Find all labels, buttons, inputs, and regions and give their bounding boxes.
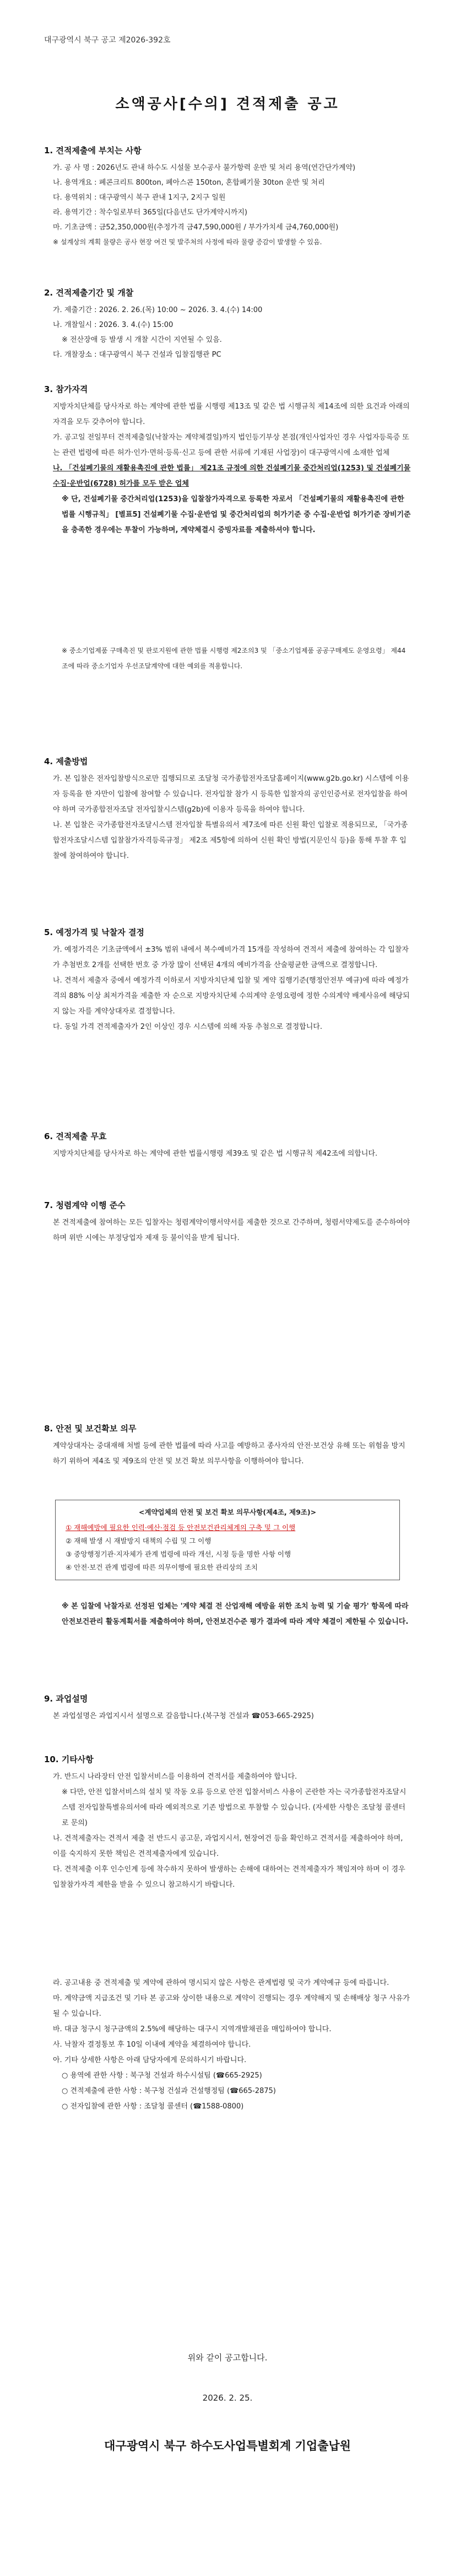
- section-heading: 2. 견적제출기간 및 개찰: [44, 288, 134, 298]
- section-briefing: [44, 1693, 411, 1724]
- item-period: 라. 용역기간 : 착수일로부터 365일(다음년도 단가계약시까지): [53, 208, 247, 217]
- opening-place: 다. 개찰장소 : 대구광역시 북구 건설과 입찰집행관 PC: [53, 351, 221, 359]
- method-a: 가. 본 입찰은 전자입찰방식으로만 집행되므로 조달청 국가종합전자조달홈페이지(www.g2b.go.kr) 시스템에 이용자 등록을 한 자만이 입찰에 참여할 수 있습니다. 전자입찰 참가 시 등록한 입찰자의 공인인증서로 전자입찰을 하여야 하며 국가종합전자조달 전자입찰시스템(g2b)에 이용자 등록을 하여야 합니다.: [53, 775, 409, 814]
- obligation-item: ③ 중앙행정기관·지자체가 관계 법령에 따라 개선, 시정 등을 명한 사항 이행: [66, 1550, 291, 1558]
- closing-date: 2026. 2. 25.: [202, 2393, 253, 2403]
- section-heading: 5. 예정가격 및 낙찰자 결정: [44, 927, 144, 937]
- safety-note: ※ 본 입찰에 낙찰자로 선정된 업체는 '계약 체결 전 산업재해 예방을 위한 조치 능력 및 기술 평가' 항목에 따라 안전보건관리 활동계획서를 제출하여야 하며, 안전보건수준 평가 결과에 따라 계약 체결이 제한될 수 있습니다.: [62, 1602, 409, 1626]
- qualification-d: ※ 중소기업제품 구매촉진 및 판로지원에 관한 법률 시행령 제2조의3 및 「중소기업제품 공공구매제도 운영요령」 제44조에 따라 중소기업자 우선조달계약에 대한 예외를 적용합니다.: [62, 647, 406, 670]
- item-overview: 나. 용역개요 : 폐콘크리트 800ton, 폐아스콘 150ton, 혼합폐기물 30ton 운반 및 처리: [53, 179, 325, 187]
- notice-number: 대구광역시 북구 공고 제2026-392호: [44, 36, 171, 45]
- closing-text: 위와 같이 공고합니다.: [187, 2353, 268, 2363]
- item-project-name: 가. 공 사 명 : 2026년도 관내 하수도 시설물 보수공사 불가항력 운반 및 처리 용역(연간단가계약): [53, 164, 356, 172]
- misc-c: 나. 견적제출자는 견적서 제출 전 반드시 공고문, 과업지시서, 현장여건 등을 확인하고 견적서를 제출하여야 하며, 이를 숙지하지 못한 책임은 견적제출자에게 있습니다.: [53, 1834, 403, 1858]
- integrity-text: 본 견적제출에 참여하는 모든 입찰자는 청렴계약이행서약서를 제출한 것으로 간주하며, 청렴서약제도를 준수하여야 하며 위반 시에는 부정당업자 제재 등 불이익을 받게 됩니다.: [53, 1219, 410, 1242]
- safety-intro: 계약상대자는 중대재해 처벌 등에 관한 법률에 따라 사고를 예방하고 종사자의 안전·보건상 유해 또는 위험을 방지하기 위하여 제4조 및 제9조의 안전 및 보건 확보 의무사항을 이행하여야 합니다.: [53, 1442, 405, 1466]
- issuer-name: 대구광역시 북구 하수도사업특별회계 기업출납원: [104, 2439, 351, 2452]
- pricing-b: 나. 견적서 제출자 중에서 예정가격 이하로서 지방자치단체 입찰 및 계약 집행기준(행정안전부 예규)에 따라 예정가격의 88% 이상 최저가격을 제출한 자 순으로 지방자치단체 수의계약 운영요령에 정한 수의계약 배제사유에 해당되지 않는 자를 계약상대자로 결정합니다.: [53, 976, 410, 1016]
- section-heading: 4. 제출방법: [44, 756, 88, 766]
- opening-time: 나. 개찰일시 : 2026. 3. 4.(수) 15:00: [53, 321, 174, 329]
- submission-period: 가. 제출기간 : 2026. 2. 26.(목) 10:00 ~ 2026. 3. 4.(수) 14:00: [53, 306, 263, 314]
- notice-title: 소액공사[수의] 견적제출 공고: [115, 96, 340, 112]
- obligation-item: ① 재해예방에 필요한 인력·예산·점검 등 안전보건관리체계의 구축 및 그 이행: [66, 1523, 296, 1532]
- obligation-item: ② 재해 발생 시 재발방지 대책의 수립 및 그 이행: [66, 1537, 212, 1545]
- qualification-a: 가. 공고일 전일부터 견적제출일(낙찰자는 계약체결일)까지 법인등기부상 본점(개인사업자인 경우 사업자등록증 또는 관련 법령에 따른 허가·인가·면허·등록·신고 등에 관한 서류에 기재된 사업장)이 대구광역시에 소재한 업체: [53, 433, 409, 457]
- box-title: <계약업체의 안전 및 보건 확보 의무사항(제4조, 제9조)>: [138, 1508, 317, 1516]
- misc-i: 아. 기타 상세한 사항은 아래 담당자에게 문의하시기 바랍니다.: [53, 2056, 247, 2064]
- section-heading: 3. 참가자격: [44, 384, 88, 394]
- misc-h: 사. 낙찰자 결정통보 후 10일 이내에 계약을 체결하여야 합니다.: [53, 2041, 251, 2049]
- qualification-intro: 지방자치단체를 당사자로 하는 계약에 관한 법률 시행령 제13조 및 같은 법 시행규칙 제14조에 의한 요건과 아래의 자격을 모두 갖추어야 합니다.: [53, 402, 410, 426]
- contact-line: ○ 견적제출에 관한 사항 : 북구청 건설과 건설행정팀 (☎665-2875): [62, 2087, 276, 2095]
- misc-f: 마. 계약금액 지급조건 및 기타 본 공고와 상이한 내용으로 계약이 진행되는 경우 계약해지 및 손해배상 청구 사유가 될 수 있습니다.: [53, 1994, 410, 2018]
- item-base-amount: 마. 기초금액 : 금52,350,000원(추정가격 금47,590,000원 / 부가가치세 금4,760,000원): [53, 223, 339, 232]
- section-heading: 10. 기타사항: [44, 1754, 94, 1764]
- item-note: ※ 설계상의 계획 물량은 공사 현장 여건 및 발주처의 사정에 따라 물량 증감이 발생할 수 있음.: [53, 238, 322, 246]
- contact-line: ○ 용역에 관한 사항 : 북구청 건설과 하수시설팀 (☎665-2925): [62, 2071, 262, 2080]
- obligation-item: ④ 안전·보건 관계 법령에 따른 의무이행에 필요한 관리상의 조치: [66, 1563, 258, 1571]
- safety-obligation-box: [55, 1500, 400, 1580]
- section-pricing: [44, 926, 411, 1035]
- method-b: 나. 본 입찰은 국가종합전자조달시스템 전자입찰 특별유의서 제7조에 따른 신원 확인 입찰로 적용되므로, 「국가종합전자조달시스템 입찰참가자격등록규정」 제2조 제5항에 의하여 신원 확인 방법(지문인식 등)을 통해 투찰 후 입찰에 참여하여야 합니다.: [53, 821, 408, 860]
- section-period: [44, 287, 411, 362]
- section-heading: 8. 안전 및 보건확보 의무: [44, 1424, 137, 1434]
- section-items: [44, 144, 411, 250]
- section-heading: 6. 견적제출 무효: [44, 1131, 107, 1141]
- qualification-c: ※ 단, 건설폐기물 중간처리업(1253)을 입찰참가자격으로 등록한 자로서 「건설폐기물의 재활용촉진에 관한 법률 시행규칙」 [별표5] 건설폐기물 수집·운반업 및 중간처리업의 허가기준 중 수집·운반업 허가기준 장비기준을 충족한 경우에는 투찰이 가능하며, 계약체결시 증빙자료를 제출하셔야 합니다.: [62, 495, 411, 534]
- section-heading: 7. 청렴계약 이행 준수: [44, 1200, 126, 1210]
- briefing-text: 본 과업설명은 과업지시서 설명으로 갈음합니다.(북구청 건설과 ☎053-665-2925): [53, 1712, 314, 1720]
- misc-a: 가. 반드시 나라장터 안전 입찰서비스를 이용하여 견적서를 제출하여야 합니다.: [53, 1773, 297, 1781]
- pricing-c: 다. 동일 가격 견적제출자가 2인 이상인 경우 시스템에 의해 자동 추첨으로 결정합니다.: [53, 1023, 322, 1031]
- qualification-b: 나. 「건설폐기물의 재활용촉진에 관한 법률」 제21조 규정에 의한 건설폐기물 중간처리업(1253) 및 건설폐기물 수집·운반업(6728) 허가를 모두 받은 업체: [53, 464, 411, 488]
- section-qualification: [44, 383, 411, 674]
- section-safety: [44, 1423, 411, 1469]
- pricing-a: 가. 예정가격은 기초금액에서 ±3% 범위 내에서 복수예비가격 15개를 작성하여 견적서 제출에 참여하는 각 입찰자가 추첨번호 2개를 선택한 번호 중 가장 많이 선택된 4개의 예비가격을 산술평균한 금액으로 결정합니다.: [53, 946, 409, 969]
- notice-document: [22, 0, 433, 2576]
- section-integrity: [44, 1199, 411, 1246]
- safety-note-block: [44, 1599, 411, 1630]
- section-heading: 9. 과업설명: [44, 1694, 88, 1704]
- invalid-text: 지방자치단체를 당사자로 하는 계약에 관한 법률시행령 제39조 및 같은 법 시행규칙 제42조에 의합니다.: [53, 1150, 378, 1158]
- section-method: [44, 755, 411, 864]
- delay-note: ※ 전산장애 등 발생 시 개찰 시간이 지연될 수 있음.: [62, 336, 222, 344]
- misc-e: 라. 공고내용 중 견적제출 및 계약에 관하여 명시되지 않은 사항은 관계법령 및 국가 계약예규 등에 따릅니다.: [53, 1979, 389, 1987]
- misc-g: 바. 대금 청구시 청구금액의 2.5%에 해당하는 대구시 지역개발채권을 매입하여야 합니다.: [53, 2025, 332, 2033]
- section-heading: 1. 견적제출에 부치는 사항: [44, 146, 142, 155]
- section-misc: [44, 1753, 411, 2115]
- section-invalid: [44, 1130, 411, 1162]
- misc-b: ※ 다만, 안전 입찰서비스의 설치 및 작동 오류 등으로 안전 입찰서비스 사용이 곤란한 자는 국가종합전자조달시스템 전자입찰특별유의서에 따라 예외적으로 기존 방법으로 투찰할 수 있습니다. (자세한 사항은 조달청 콜센터로 문의): [62, 1788, 407, 1827]
- item-location: 다. 용역위치 : 대구광역시 북구 관내 1지구, 2지구 일원: [53, 194, 226, 202]
- misc-d: 다. 견적제출 이후 인수인계 등에 착수하지 못하여 발생하는 손해에 대하여는 견적제출자가 책임져야 하며 이 경우 입찰참가자격 제한을 받을 수 있으니 참고하시기 바랍니다.: [53, 1865, 405, 1889]
- contact-line: ○ 전자입찰에 관한 사항 : 조달청 콜센터 (☎1588-0800): [62, 2102, 244, 2111]
